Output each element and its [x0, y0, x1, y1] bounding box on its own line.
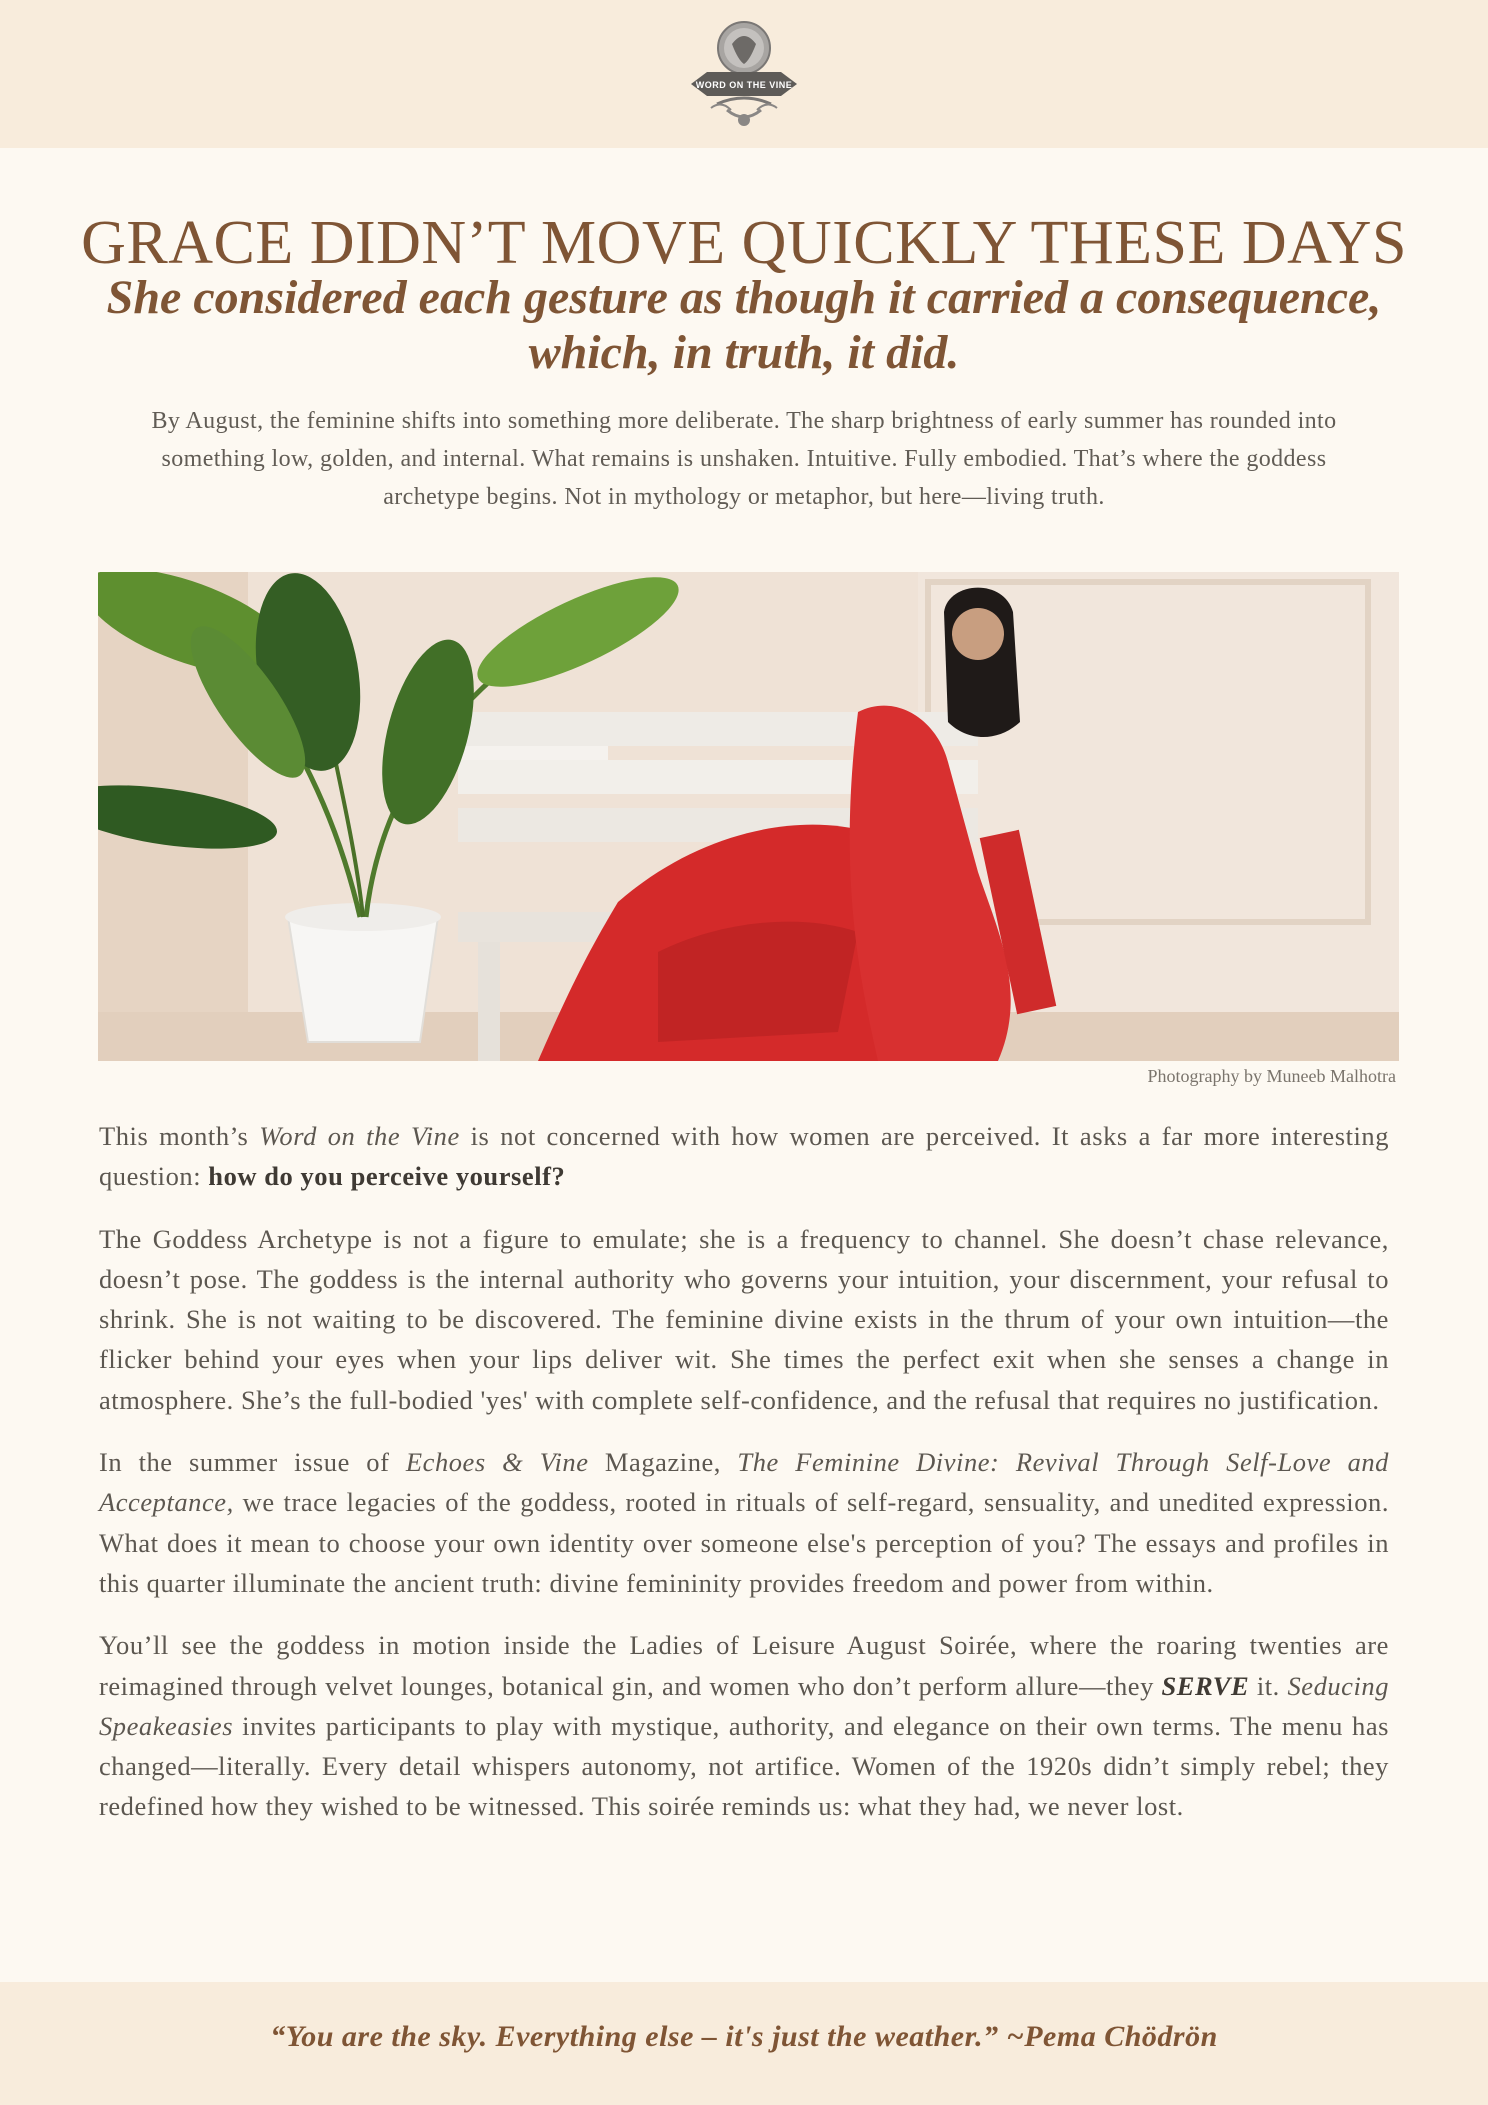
text-span: In the summer issue of [99, 1447, 406, 1478]
paragraph-1 [99, 1116, 1389, 1197]
paragraph-2: The Goddess Archetype is not a figure to emulate; she is a frequency to channel. She doesn’t chase relevance, doesn’t pose. The goddess is the internal authority who governs your intuition, your discernment, your refusal to shrink. She is not waiting to be discovered. The feminine divine exists in the thrum of your own intuition—the flicker behind your eyes when your lips deliver wit. She times the perfect exit when she senses a change in atmosphere. She’s the full-bodied 'yes' with complete self-confidence, and the refusal that requires no justification. [99, 1223, 1389, 1415]
key-question: how do you perceive yourself? [208, 1161, 566, 1192]
subtitle-line-1: She considered each gesture as though it carried a consequence, [106, 271, 1382, 324]
logo-text: WORD ON THE VINE [695, 80, 793, 90]
article-title: GRACE DIDN’T MOVE QUICKLY THESE DAYS [81, 209, 1407, 277]
footer-quote: “You are the sky. Everything else – it's just the weather.” ~Pema Chödrön [270, 2020, 1218, 2053]
feature-photo [98, 572, 1399, 1061]
article-subtitle [80, 270, 1408, 380]
text-span: Magazine, [588, 1447, 738, 1478]
issue-title: The Feminine Divine: Revival Through Self-Love and Acceptance, [99, 1447, 1389, 1518]
emphasis-word: SERVE [1161, 1670, 1250, 1701]
header-band [0, 0, 1488, 148]
text-span: we trace legacies of the goddess, rooted in rituals of self-regard, sensuality, and unedited expression. What does it mean to choose your own identity over someone else's perception of you? The essays and profiles in this quarter illuminate the ancient truth: divine femininity provides freedom and power from within. [99, 1487, 1389, 1598]
text-span: is not concerned with how women are perceived. It asks a far more interesting question: [99, 1121, 1389, 1192]
magazine-name: Echoes & Vine [405, 1447, 589, 1478]
text-span: it. [1249, 1670, 1288, 1701]
text-span: invites participants to play with mystique, authority, and elegance on their own terms. The menu has changed—literally. Every detail whispers autonomy, not artifice. Women of the 1920s didn’t simply rebel; they redefined how they wished to be witnessed. This soirée reminds us: what they had, we never lost. [99, 1710, 1389, 1822]
event-name: Seducing Speakeasies [99, 1670, 1389, 1741]
paragraph-3 [99, 1442, 1389, 1603]
publication-name: Word on the Vine [259, 1121, 460, 1151]
article-body [99, 1116, 1389, 1849]
paragraph-4 [99, 1625, 1389, 1826]
article-intro: By August, the feminine shifts into something more deliberate. The sharp brightness of early summer has rounded into something low, golden, and internal. What remains is unshaken. Intuitive. Fully embodied. That’s where the goddess archetype begins. Not in mythology or metaphor, but here—living truth. [151, 408, 1337, 510]
text-span: This month’s [99, 1121, 260, 1151]
subtitle-line-2: which, in truth, it did. [528, 326, 960, 379]
vine-logo-icon[interactable] [687, 14, 801, 134]
photo-caption: Photography by Muneeb Malhotra [1147, 1066, 1396, 1086]
text-span: You’ll see the goddess in motion inside the Ladies of Leisure August Soirée, where the roaring twenties are reimagined through velvet lounges, botanical gin, and women who don’t perform allure—they [99, 1630, 1389, 1701]
